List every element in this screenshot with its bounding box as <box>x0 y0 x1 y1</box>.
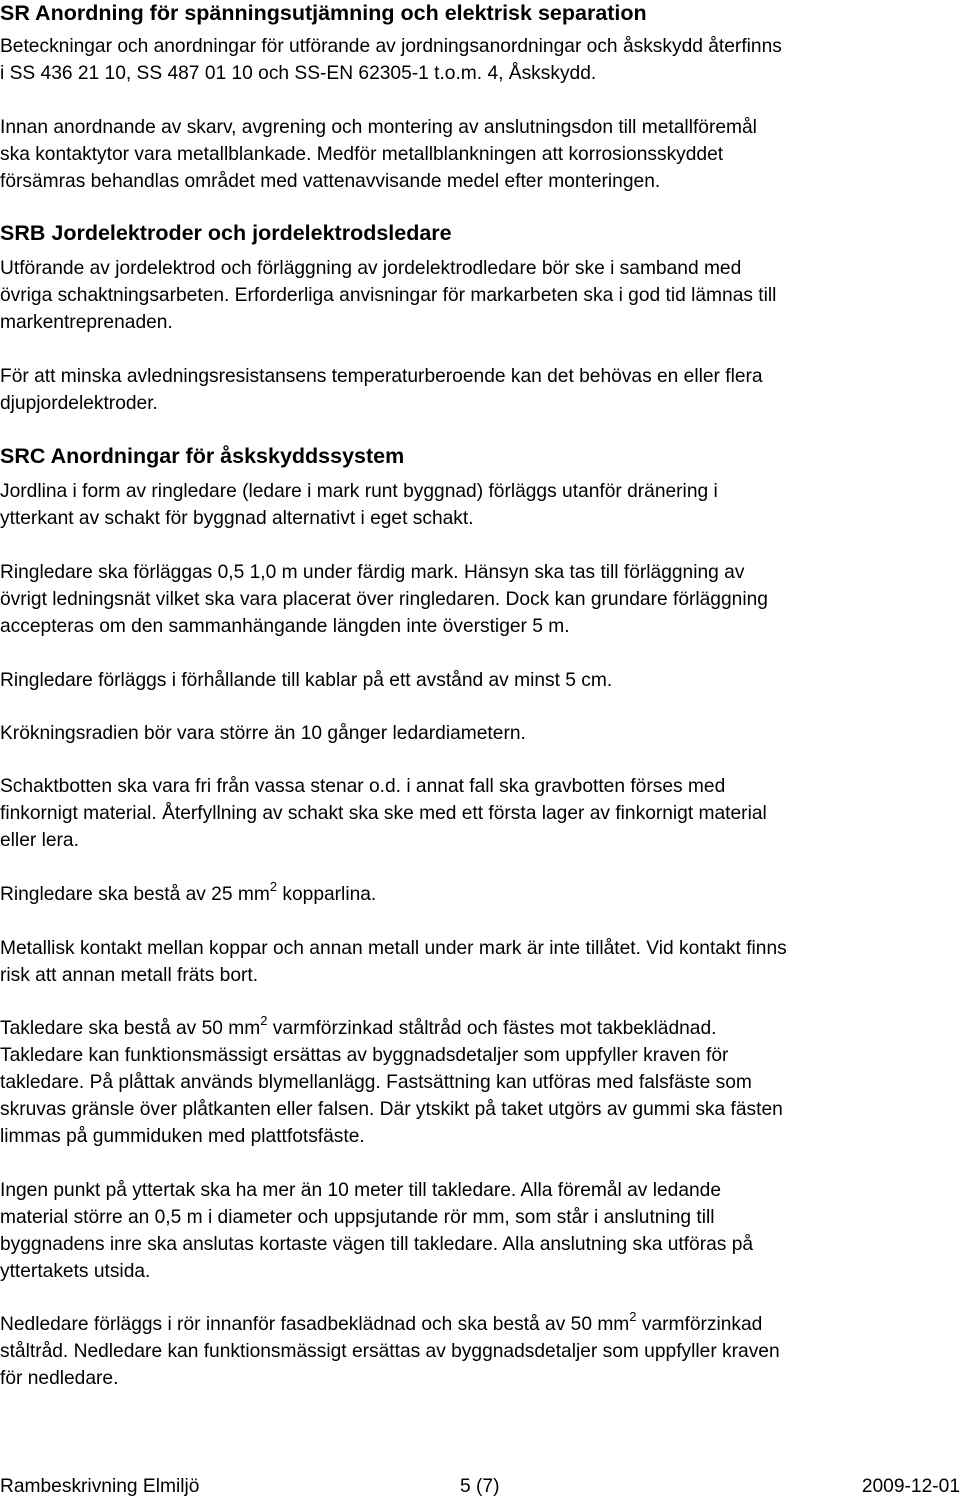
paragraph-line: ska kontaktytor vara metallblankade. Medför metallblankningen att korrosionsskyddet <box>0 144 724 165</box>
paragraph-line: eller lera. <box>0 830 79 851</box>
paragraph-line: För att minska avledningsresistansens temperaturberoende kan det behövas en eller flera <box>0 366 763 387</box>
paragraph-line: markentreprenaden. <box>0 312 173 333</box>
paragraph-line: Ingen punkt på yttertak ska ha mer än 10 meter till takledare. Alla föremål av ledande <box>0 1180 722 1201</box>
paragraph-line: Beteckningar och anordningar för utförande av jordningsanordningar och åskskydd återfinns <box>0 36 782 57</box>
paragraph-line: Jordlina i form av ringledare (ledare i mark runt byggnad) förläggs utanför dränering i <box>0 481 718 502</box>
paragraph-line: finkornigt material. Återfyllning av schakt ska ske med ett första lager av finkornigt material <box>0 803 767 824</box>
paragraph-line: för nedledare. <box>0 1368 119 1389</box>
paragraph-line: risk att annan metall fräts bort. <box>0 965 259 986</box>
paragraph-line: i SS 436 21 10, SS 487 01 10 och SS-EN 62305-1 t.o.m. 4, Åskskydd. <box>0 63 597 84</box>
footer-date: 2009-12-01 <box>861 1476 960 1497</box>
paragraph-line: Metallisk kontakt mellan koppar och annan metall under mark är inte tillåtet. Vid kontakt finns <box>0 938 787 959</box>
text-segment: varmförzinkad ståltråd och fästes mot takbeklädnad. <box>267 1018 717 1039</box>
paragraph-line: djupjordelektroder. <box>0 393 158 414</box>
paragraph-line: Ringledare förläggs i förhållande till kablar på ett avstånd av minst 5 cm. <box>0 670 613 691</box>
superscript: 2 <box>269 879 278 894</box>
text-segment: Takledare ska bestå av 50 mm <box>0 1018 261 1039</box>
paragraph-line: Takledare kan funktionsmässigt ersättas av byggnadsdetaljer som uppfyller kraven för <box>0 1045 729 1066</box>
paragraph-line: försämras behandlas området med vattenavvisande medel efter monteringen. <box>0 171 661 192</box>
paragraph-line: ytterkant av schakt för byggnad alternativt i eget schakt. <box>0 508 474 529</box>
footer-page-number: 5 (7) <box>460 1476 500 1497</box>
section-heading: SRC Anordningar för åskskyddssystem <box>0 444 405 468</box>
text-segment: Ringledare ska bestå av 25 mm <box>0 884 270 905</box>
paragraph-line: övriga schaktningsarbeten. Erforderliga anvisningar för markarbeten ska i god tid lämnas till <box>0 285 777 306</box>
text-segment: kopparlina. <box>277 884 377 905</box>
paragraph-line: accepteras om den sammanhängande längden inte överstiger 5 m. <box>0 616 570 637</box>
paragraph-line: limmas på gummiduken med plattfotsfäste. <box>0 1126 365 1147</box>
paragraph-line: material större an 0,5 m i diameter och uppsjutande rör mm, som står i anslutning till <box>0 1207 715 1228</box>
superscript: 2 <box>629 1309 637 1324</box>
footer-document-name: Rambeskrivning Elmiljö <box>0 1476 200 1497</box>
section-heading: SR Anordning för spänningsutjämning och elektrisk separation <box>0 1 647 25</box>
text-segment: Nedledare förläggs i rör innanför fasadbeklädnad och ska bestå av 50 mm <box>0 1314 630 1335</box>
paragraph-line: yttertakets utsida. <box>0 1261 151 1282</box>
paragraph-line: takledare. På plåttak används blymellanlägg. Fastsättning kan utföras med falsfäste som <box>0 1072 752 1093</box>
paragraph-line <box>0 881 376 908</box>
section-heading: SRB Jordelektroder och jordelektrodsledare <box>0 221 452 245</box>
paragraph-line <box>0 1311 762 1338</box>
paragraph-line: Innan anordnande av skarv, avgrening och montering av anslutningsdon till metallföremål <box>0 117 757 138</box>
paragraph-line: Ringledare ska förläggas 0,5 1,0 m under färdig mark. Hänsyn ska tas till förläggning av <box>0 562 745 583</box>
paragraph-line: ståltråd. Nedledare kan funktionsmässigt ersättas av byggnadsdetaljer som uppfyller kraven <box>0 1341 780 1362</box>
page-footer <box>0 1474 960 1500</box>
paragraph-line: övrigt ledningsnät vilket ska vara placerat över ringledaren. Dock kan grundare förläggning <box>0 589 768 610</box>
paragraph-line: Krökningsradien bör vara större än 10 gånger ledardiametern. <box>0 723 526 744</box>
text-segment: varmförzinkad <box>636 1314 763 1335</box>
paragraph-line: skruvas gränsle över plåtkanten eller falsen. Där ytskikt på taket utgörs av gummi ska fästen <box>0 1099 783 1120</box>
paragraph-line: byggnadens inre ska anslutas kortaste vägen till takledare. Alla anslutning ska utföras på <box>0 1234 754 1255</box>
paragraph-line <box>0 1015 716 1042</box>
paragraph-line: Schaktbotten ska vara fri från vassa stenar o.d. i annat fall ska gravbotten förses med <box>0 776 726 797</box>
superscript: 2 <box>260 1013 268 1028</box>
paragraph-line: Utförande av jordelektrod och förläggning av jordelektrodledare bör ske i samband med <box>0 258 742 279</box>
